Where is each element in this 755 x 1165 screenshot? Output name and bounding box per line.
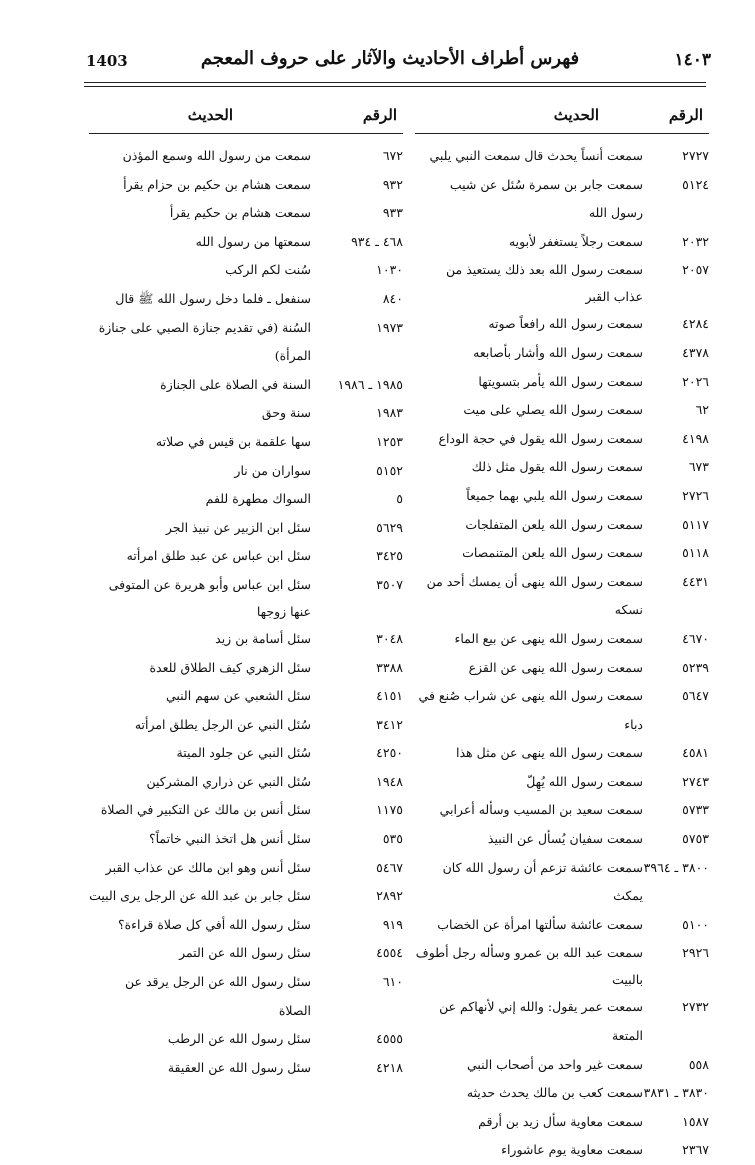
index-entry: [415, 453, 709, 482]
entry-text: سئل رسول الله عن التمر: [179, 945, 311, 961]
index-entry: [415, 825, 709, 854]
index-entry: [89, 711, 403, 740]
right-column: [415, 104, 709, 1165]
index-entry: [415, 1136, 709, 1165]
entry-number: ٣٠٤٨: [376, 630, 403, 646]
index-entry: [415, 768, 709, 797]
index-entry: [415, 256, 709, 310]
index-entry: [89, 571, 403, 625]
index-entry: [415, 1051, 709, 1080]
entry-text: سمعت رسول الله ينهى عن القزع: [468, 659, 643, 675]
index-entry: [415, 482, 709, 511]
entry-number: ٩١٩: [382, 916, 403, 932]
entry-number: ٥١٢٤: [682, 176, 709, 192]
entry-text: سمعت رجلاً يستغفر لأبويه: [508, 233, 643, 249]
right-column-header: [415, 104, 709, 130]
entry-text: سُئل النبي عن ذراري المشركين: [146, 773, 311, 789]
entry-text: سمعت سعيد بن المسيب وسأله أعرابي: [439, 802, 643, 818]
entry-text: سمعت عائشة تزعم أن رسول الله كان يمكث: [442, 859, 643, 904]
entry-text: سمعت رسول الله يقول في حجة الوداع: [438, 430, 643, 446]
index-entry: [415, 682, 709, 739]
entry-text: سمعت رسول الله وأشار بأصابعه: [473, 344, 643, 360]
index-entry: [415, 796, 709, 825]
entry-number: ٥٣٥: [382, 831, 403, 847]
entry-number: ٢٧٢٧: [682, 148, 709, 163]
index-entry: [415, 854, 709, 911]
entry-number: ١٠٣٠: [376, 262, 403, 278]
entry-text: سها علقمة بن قيس في صلاته: [155, 433, 311, 449]
index-entry: [89, 768, 403, 797]
entry-number: ٢٠٥٧: [682, 262, 709, 278]
index-entry: [415, 171, 709, 228]
index-entry: [415, 654, 709, 683]
index-entry: [89, 514, 403, 543]
entry-number: ١٢٥٣: [376, 433, 403, 449]
entry-text: سمعت هشام بن حكيم بن حزام يقرأ: [123, 176, 311, 192]
entry-number: ٣٤١٢: [376, 716, 403, 732]
entry-number: ٣٥٠٧: [376, 576, 403, 592]
entry-text: السنة في الصلاة على الجنازة: [160, 376, 311, 392]
index-entry: [415, 368, 709, 397]
entry-text: سمعت رسول الله يلعن المتنمصات: [462, 545, 643, 561]
entry-number: ١٩٨٥ ـ ١٩٨٦: [337, 376, 403, 392]
entry-number: ٦٢: [695, 402, 709, 418]
index-entry: [89, 682, 403, 711]
entry-text: السواك مطهرة للفم: [205, 491, 311, 507]
entry-text: سمعت هشام بن حكيم يقرأ: [169, 205, 311, 221]
index-entry: [89, 1054, 403, 1083]
entry-text: سئل ابن عباس عن عبد طلق امرأته: [126, 548, 311, 564]
entry-number: ٤٦٧٠: [682, 630, 709, 646]
entry-text: سواران من نار: [234, 462, 311, 478]
index-entry: [415, 1079, 709, 1108]
entry-text: سئل ابن عباس وأبو هريرة عن المتوفى عنها زوجها: [108, 576, 311, 619]
index-entry: [415, 396, 709, 425]
entry-number: ٣٨٣٠ ـ ٣٨٣١: [643, 1085, 709, 1101]
entry-text: سئل رسول الله عن الرطب: [167, 1031, 311, 1047]
entry-text: سئل رسول الله عن العقيقة: [167, 1059, 311, 1075]
index-entry: [89, 428, 403, 457]
entry-number: ٤٥٨١: [682, 745, 709, 761]
index-entry: [415, 539, 709, 568]
left-column: [89, 104, 403, 1082]
entry-text: سُئل النبي عن الرجل يطلق امرأته: [134, 716, 311, 732]
entry-text: سمعت من رسول الله وسمع المؤذن: [122, 148, 311, 163]
entry-text: سُنت لكم الركب: [225, 262, 311, 278]
index-entry: [415, 142, 709, 171]
entry-number: ٦١٠: [382, 974, 403, 990]
entry-text: سمعت رسول الله يلعن المتفلجات: [465, 516, 643, 532]
left-column-header: [89, 104, 403, 130]
entry-number: ٦٧٣: [688, 459, 709, 475]
index-entry: [89, 796, 403, 825]
index-entry: [89, 939, 403, 968]
entry-number: ٤٥٥٤: [376, 945, 403, 961]
entry-text: سُئل النبي عن جلود الميتة: [176, 745, 311, 761]
index-entry: [89, 882, 403, 911]
entry-text: سمعت جابر بن سمرة سُئل عن شيب رسول الله: [449, 176, 643, 221]
index-entry: [89, 314, 403, 371]
entry-number: ٤٢٨٤: [682, 316, 709, 332]
entry-number: ٥٧٣٣: [682, 802, 709, 818]
entry-text: سنة وحق: [261, 405, 311, 421]
entry-number: ٢٧٢٦: [682, 487, 709, 503]
index-entry: [89, 256, 403, 285]
entry-text: سمعت رسول الله بعد ذلك يستعيذ من عذاب القبر: [446, 262, 643, 305]
entry-text: سمعتها من رسول الله: [195, 233, 311, 249]
entry-number: ٥١٥٢: [376, 462, 403, 478]
entry-number: ١١٧٥: [376, 802, 403, 818]
index-entry: [89, 739, 403, 768]
hadith-heading: الحديث: [187, 106, 233, 124]
entry-text: سئل رسول الله أفي كل صلاة قراءة؟: [117, 916, 311, 932]
entry-number: ٩٣٢: [382, 176, 403, 192]
entry-text: سمعت عمر يقول: والله إني لأنهاكم عن المتعة: [439, 999, 643, 1044]
index-entry: [415, 911, 709, 940]
entry-number: ٤٦٨ ـ ٩٣٤: [351, 233, 403, 249]
header-rule: [84, 82, 706, 83]
entry-text: سئل رسول الله عن الرجل يرقد عن الصلاة: [125, 974, 311, 1018]
index-entry: [415, 228, 709, 257]
entry-number: ٢٣٦٧: [682, 1142, 709, 1158]
page-number: 1403: [86, 52, 128, 70]
entry-text: سئل أسامة بن زيد: [215, 630, 311, 646]
entry-number: ٤٣٧٨: [682, 344, 709, 360]
index-entry: [89, 228, 403, 257]
entry-number: ١٩٧٣: [376, 319, 403, 335]
entry-text: سئل أنس هل اتخذ النبي خاتماً؟: [148, 831, 311, 847]
entry-text: سمعت رسول الله يأمر بتسويتها: [478, 373, 643, 389]
entry-number: ٦٧٢: [382, 148, 403, 163]
entry-text: سمعت رسول الله يُهِلّ: [526, 773, 643, 789]
entry-number: ١٥٨٧: [682, 1113, 709, 1129]
number-heading: الرقم: [362, 106, 397, 124]
index-entry: [415, 310, 709, 339]
index-entry: [89, 457, 403, 486]
entry-text: سئل ابن الزبير عن نبيذ الجر: [165, 519, 311, 535]
index-entry: [89, 854, 403, 883]
entry-number: ٢٧٣٢: [682, 999, 709, 1015]
entry-number: ٣٨٠٠ ـ ٣٩٦٤: [643, 859, 709, 875]
index-entry: [89, 654, 403, 683]
index-entry: [89, 542, 403, 571]
index-entry: [415, 939, 709, 993]
entry-number: ٩٣٣: [382, 205, 403, 221]
number-heading: الرقم: [668, 106, 703, 124]
index-entry: [89, 485, 403, 514]
index-entry: [89, 199, 403, 228]
entry-text: سمعت معاوية يوم عاشوراء: [501, 1142, 643, 1158]
entry-number: ٥١١٨: [682, 545, 709, 561]
right-entries: [415, 142, 709, 1165]
entry-text: سمعت رسول الله يقول مثل ذلك: [471, 459, 643, 475]
index-entry: [89, 1025, 403, 1054]
index-entry: [89, 911, 403, 940]
entry-number: ١٩٤٨: [376, 773, 403, 789]
entry-number: ٥٦٢٩: [376, 519, 403, 535]
entry-number: ٢٠٢٦: [682, 373, 709, 389]
page-title: فهرس أطراف الأحاديث والآثار على حروف المعجم: [200, 48, 580, 69]
entry-text: سئل الشعبي عن سهم النبي: [165, 688, 311, 704]
entry-text: سمعت سفيان يُسأل عن النبيذ: [487, 831, 643, 847]
entry-number: ٤١٩٨: [682, 430, 709, 446]
entry-text: سمعت غير واحد من أصحاب النبي: [466, 1056, 643, 1072]
entry-text: السُنة (في تقديم جنازة الصبي على جنازة المرأة): [98, 319, 311, 364]
entry-text: سمعت رسول الله ينهى عن مثل هذا: [456, 745, 643, 761]
entry-text: سمعت رسول الله ينهى عن بيع الماء: [454, 630, 643, 646]
entry-number: ٢٩٢٦: [682, 945, 709, 961]
entry-text: سمعت رسول الله ينهى عن شراب صُنع في دباء: [418, 688, 643, 732]
index-entry: [415, 625, 709, 654]
index-entry: [89, 625, 403, 654]
entry-number: ٤٥٥٥: [376, 1031, 403, 1047]
left-entries: [89, 142, 403, 1082]
entry-text: سئل أنس وهو ابن مالك عن عذاب القبر: [105, 859, 311, 875]
entry-number: ٥: [396, 491, 403, 507]
entry-number: ٥٦٤٧: [682, 688, 709, 704]
entry-number: ٢٧٤٣: [682, 773, 709, 789]
index-entry: [89, 285, 403, 314]
entry-number: ٤٢٥٠: [376, 745, 403, 761]
entry-text: سئل جابر بن عبد الله عن الرجل يرى البيت: [89, 888, 311, 904]
entry-text: سمعت رسول الله يلبي بهما جميعاً: [466, 487, 643, 503]
entry-text: سنفعل ـ فلما دخل رسول الله ﷺ قال: [115, 290, 311, 306]
index-entry: [415, 339, 709, 368]
entry-number: ٥٢٣٩: [682, 659, 709, 675]
entry-text: سمعت كعب بن مالك يحدث حديثه: [466, 1085, 643, 1101]
entry-text: سمعت رسول الله ينهى أن يمسك أحد من نسكه: [426, 573, 643, 618]
page-number-arabic: ١٤٠٣: [674, 50, 711, 70]
index-entry: [89, 171, 403, 200]
index-entry: [415, 993, 709, 1050]
entry-number: ٨٤٠: [382, 290, 403, 306]
entry-number: ٥١٠٠: [682, 916, 709, 932]
entry-number: ٤٢١٨: [376, 1059, 403, 1075]
entry-text: سمعت عائشة سألتها امرأة عن الخضاب: [437, 916, 643, 932]
hadith-heading: الحديث: [553, 106, 599, 124]
entry-number: ٣٣٨٨: [376, 659, 403, 675]
entry-number: ٢٠٣٢: [682, 233, 709, 249]
index-entry: [89, 399, 403, 428]
entry-number: ٤٤٣١: [682, 573, 709, 589]
entry-number: ٢٨٩٢: [376, 888, 403, 904]
entry-number: ٥٥٨: [688, 1056, 709, 1072]
index-entry: [415, 1108, 709, 1137]
entry-text: سئل الزهري كيف الطلاق للعدة: [149, 659, 311, 675]
index-entry: [415, 425, 709, 454]
header-rule-2: [84, 86, 706, 87]
index-entry: [89, 142, 403, 171]
entry-number: ١٩٨٣: [376, 405, 403, 421]
entry-number: ٣٤٢٥: [376, 548, 403, 564]
entry-text: سئل أنس بن مالك عن التكبير في الصلاة: [100, 802, 311, 818]
index-entry: [415, 739, 709, 768]
entry-text: سمعت أنساً يحدث قال سمعت النبي يلبي: [429, 148, 643, 163]
index-entry: [89, 968, 403, 1025]
entry-text: سمعت معاوية سأل زيد بن أرقم: [478, 1113, 643, 1129]
entry-text: سمعت عبد الله بن عمرو وسأله رجل أطوف بالبيت: [415, 945, 643, 988]
entry-number: ٤١٥١: [376, 688, 403, 704]
index-entry: [89, 825, 403, 854]
entry-text: سمعت رسول الله يصلي على ميت: [463, 402, 643, 418]
entry-number: ٥٧٥٣: [682, 831, 709, 847]
entry-text: سمعت رسول الله رافعاً صوته: [488, 316, 643, 332]
entry-number: ٥١١٧: [682, 516, 709, 532]
entry-number: ٥٤٦٧: [376, 859, 403, 875]
index-entry: [415, 511, 709, 540]
index-entry: [89, 371, 403, 400]
index-entry: [415, 568, 709, 625]
